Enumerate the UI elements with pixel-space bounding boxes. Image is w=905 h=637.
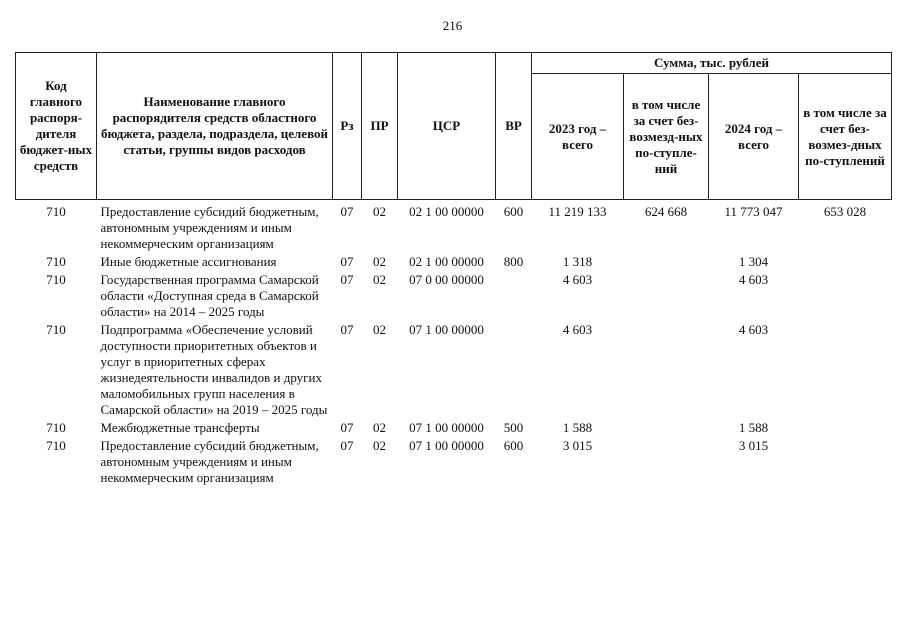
cell-2023-free: 624 668 bbox=[644, 204, 688, 219]
header-pr: ПР bbox=[362, 53, 398, 200]
header-vr: ВР bbox=[496, 53, 532, 200]
cell-2024-total: 4 603 bbox=[738, 322, 769, 337]
table-row bbox=[16, 200, 892, 255]
cell-code: 710 bbox=[46, 420, 66, 435]
cell-vr bbox=[496, 272, 532, 322]
cell-csr: 07 1 00 00000 bbox=[409, 438, 484, 453]
cell-vr: 600 bbox=[503, 204, 524, 219]
cell-name: Предоставление субсидий бюджетным, автономным учреждениям и иным некоммерческим организациям bbox=[100, 438, 319, 485]
cell-rz: 07 bbox=[340, 204, 354, 219]
cell-2024-total: 1 588 bbox=[738, 420, 769, 435]
cell-csr: 07 1 00 00000 bbox=[409, 322, 484, 337]
cell-csr: 07 0 00 00000 bbox=[409, 272, 484, 287]
table-row bbox=[16, 272, 892, 322]
cell-rz: 07 bbox=[340, 272, 354, 287]
cell-pr: 02 bbox=[373, 254, 386, 269]
cell-2024-total: 3 015 bbox=[738, 438, 769, 453]
cell-rz: 07 bbox=[340, 420, 354, 435]
cell-vr: 800 bbox=[503, 254, 524, 269]
cell-rz: 07 bbox=[340, 322, 354, 337]
cell-2024-free bbox=[799, 322, 892, 420]
header-2024-free: в том числе за счет без-возмез-дных по-ступлений bbox=[799, 74, 892, 200]
cell-2023-free bbox=[624, 420, 709, 438]
table-header bbox=[16, 53, 892, 200]
cell-2023-total: 4 603 bbox=[562, 272, 593, 287]
cell-2024-free bbox=[799, 272, 892, 322]
cell-pr: 02 bbox=[373, 420, 386, 435]
cell-rz: 07 bbox=[340, 254, 354, 269]
cell-csr: 02 1 00 00000 bbox=[409, 204, 484, 219]
cell-name: Предоставление субсидий бюджетным, автономным учреждениям и иным некоммерческим организациям bbox=[100, 204, 319, 251]
header-2023-free: в том числе за счет без-возмезд-ных по-ступле-ний bbox=[624, 74, 709, 200]
cell-code: 710 bbox=[46, 272, 66, 287]
cell-2023-free bbox=[624, 254, 709, 272]
cell-2024-free bbox=[799, 254, 892, 272]
cell-csr: 07 1 00 00000 bbox=[409, 420, 484, 435]
header-rz: Рз bbox=[333, 53, 362, 200]
cell-code: 710 bbox=[46, 438, 66, 453]
cell-code: 710 bbox=[46, 254, 66, 269]
cell-name: Межбюджетные трансферты bbox=[100, 420, 260, 435]
cell-2023-total: 11 219 133 bbox=[548, 204, 607, 219]
cell-2023-total: 3 015 bbox=[562, 438, 593, 453]
cell-name: Подпрограмма «Обеспечение условий доступности приоритетных объектов и услуг в приоритетных сферах жизнедеятельности инвалидов и других маломобильных групп населения в Самарской области» на 2019 – 2025 годы bbox=[100, 322, 328, 417]
cell-2024-free bbox=[799, 420, 892, 438]
cell-vr: 600 bbox=[503, 438, 524, 453]
cell-2023-total: 4 603 bbox=[562, 322, 593, 337]
cell-code: 710 bbox=[46, 204, 66, 219]
cell-code: 710 bbox=[46, 322, 66, 337]
header-code: Код главного распоря-дителя бюджет-ных средств bbox=[16, 53, 97, 200]
table-body bbox=[16, 200, 892, 489]
cell-2024-total: 4 603 bbox=[738, 272, 769, 287]
cell-pr: 02 bbox=[373, 438, 386, 453]
page-number: 216 bbox=[442, 18, 463, 33]
table-row bbox=[16, 438, 892, 488]
cell-name: Иные бюджетные ассигнования bbox=[100, 254, 277, 269]
cell-rz: 07 bbox=[340, 438, 354, 453]
cell-vr bbox=[496, 322, 532, 420]
cell-pr: 02 bbox=[373, 322, 386, 337]
header-2023-total: 2023 год – всего bbox=[532, 74, 624, 200]
table-row bbox=[16, 322, 892, 420]
cell-2023-total: 1 318 bbox=[562, 254, 593, 269]
header-csr: ЦСР bbox=[398, 53, 496, 200]
cell-2023-total: 1 588 bbox=[562, 420, 593, 435]
cell-vr: 500 bbox=[503, 420, 524, 435]
header-sum-group: Сумма, тыс. рублей bbox=[532, 53, 892, 74]
table-row bbox=[16, 254, 892, 272]
cell-pr: 02 bbox=[373, 272, 386, 287]
cell-pr: 02 bbox=[373, 204, 386, 219]
cell-2024-total: 1 304 bbox=[738, 254, 769, 269]
table-row bbox=[16, 420, 892, 438]
cell-2024-free: 653 028 bbox=[823, 204, 867, 219]
header-2024-total: 2024 год – всего bbox=[709, 74, 799, 200]
cell-2023-free bbox=[624, 438, 709, 488]
cell-name: Государственная программа Самарской области «Доступная среда в Самарской области» на 2014 – 2025 годы bbox=[100, 272, 319, 319]
cell-2024-free bbox=[799, 438, 892, 488]
header-name: Наименование главного распорядителя средств областного бюджета, раздела, подраздела, целевой статьи, группы видов расходов bbox=[97, 53, 333, 200]
cell-2024-total: 11 773 047 bbox=[724, 204, 783, 219]
cell-2023-free bbox=[624, 322, 709, 420]
budget-table bbox=[15, 52, 892, 488]
cell-2023-free bbox=[624, 272, 709, 322]
cell-csr: 02 1 00 00000 bbox=[409, 254, 484, 269]
